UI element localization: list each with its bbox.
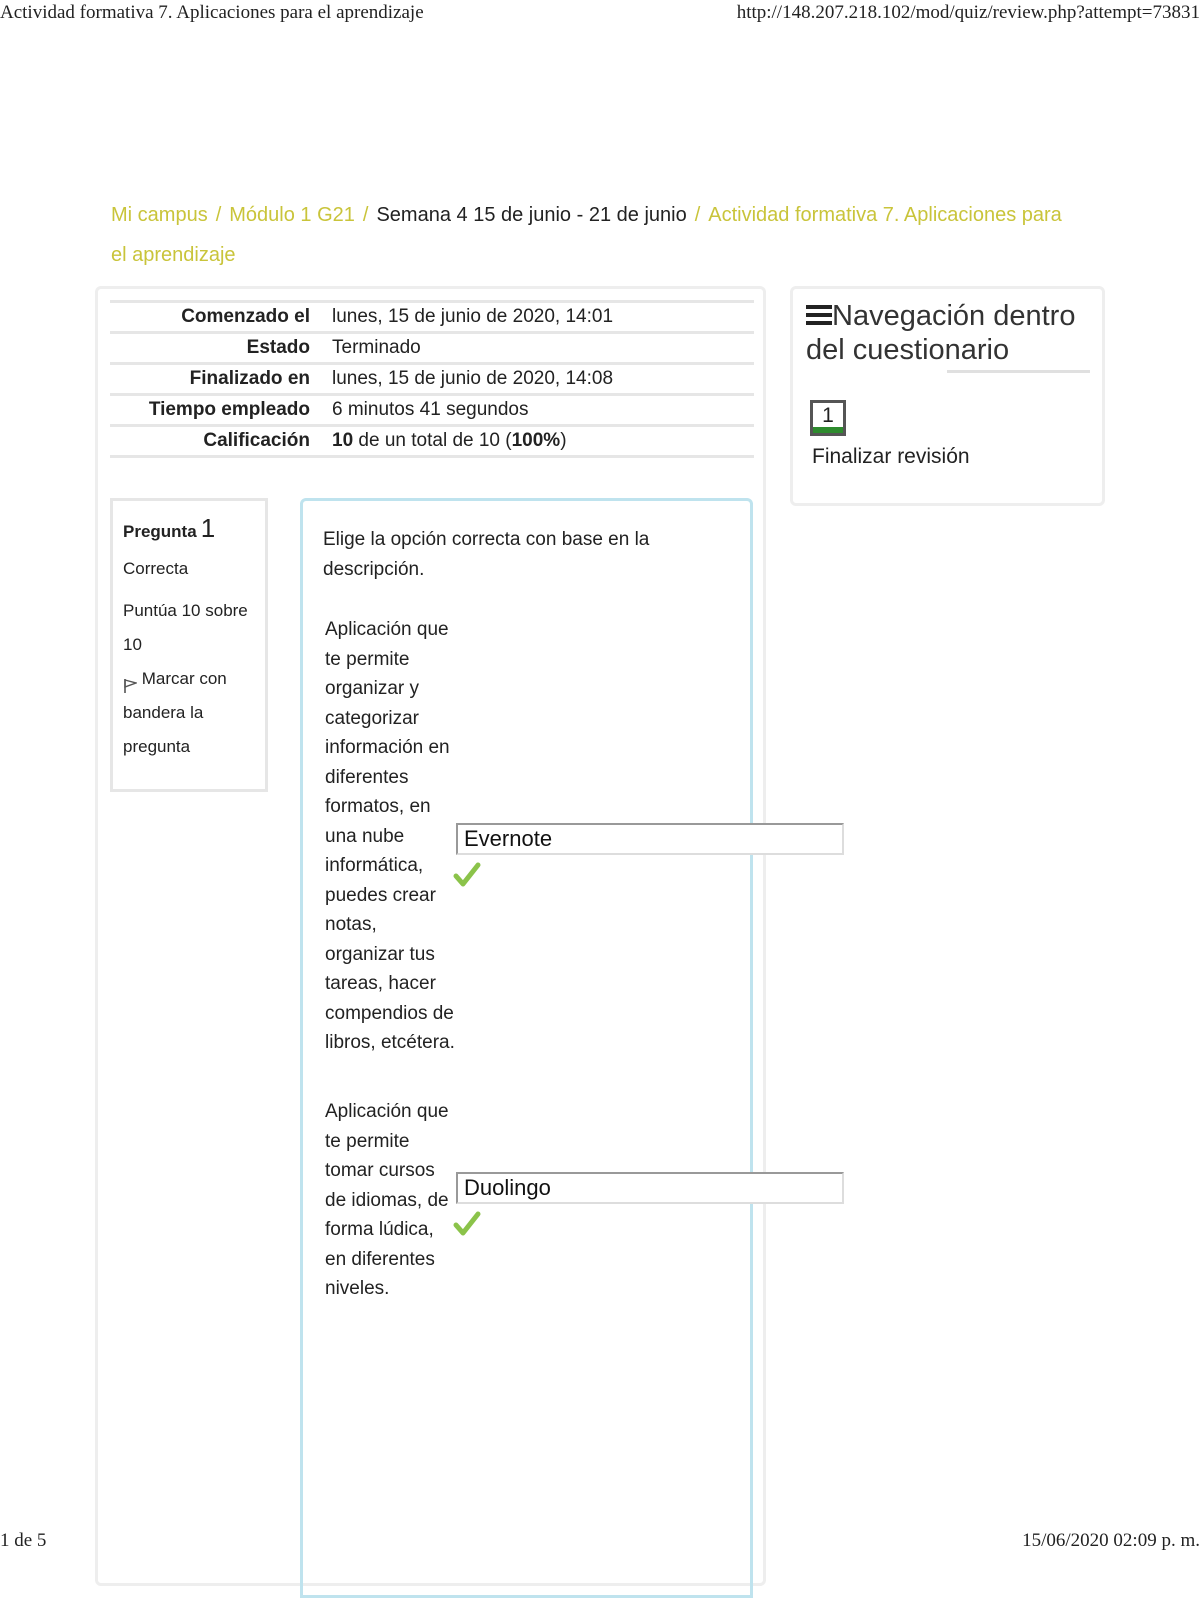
quiz-nav-question-button[interactable] <box>810 400 846 436</box>
summary-value: Terminado <box>324 333 754 364</box>
summary-row <box>110 333 754 364</box>
question-label: Pregunta <box>123 522 197 541</box>
flag-icon <box>123 672 137 688</box>
question-content <box>300 498 753 1598</box>
question-info <box>110 498 268 792</box>
print-title: Actividad formativa 7. Aplicaciones para el aprendizaje <box>0 2 424 23</box>
summary-label: Tiempo empleado <box>110 395 324 426</box>
breadcrumb-current-week: Semana 4 15 de junio - 21 de junio <box>376 204 687 226</box>
flag-question-label: Marcar con bandera la pregunta <box>123 669 227 756</box>
summary-row <box>110 364 754 395</box>
print-footer <box>0 1530 1200 1552</box>
breadcrumb-link-module[interactable]: Módulo 1 G21 <box>229 204 355 226</box>
question-grade: Puntúa 10 sobre 10 <box>123 601 248 654</box>
attempt-summary-table <box>110 300 754 458</box>
quiz-nav-question-number: 1 <box>822 404 834 427</box>
question-instruction: Elige la opción correcta con base en la descripción. <box>323 529 650 580</box>
grade-value <box>324 426 754 457</box>
title-divider <box>947 370 1090 373</box>
breadcrumb-link-activity[interactable]: Actividad formativa 7. Aplicaciones para el aprendizaje <box>111 204 1062 266</box>
match-prompt: Aplicación que te permite tomar cursos de idiomas, de forma lúdica, en diferentes niveles. <box>325 1101 449 1299</box>
breadcrumb-separator: / <box>694 204 701 226</box>
correct-indicator <box>813 427 843 433</box>
grade-mid: de un total de 10 ( <box>358 430 512 451</box>
print-url: http://148.207.218.102/mod/quiz/review.php?attempt=73831 <box>736 2 1200 23</box>
grade-percent: 100% <box>511 430 561 451</box>
summary-value: lunes, 15 de junio de 2020, 14:01 <box>324 302 754 333</box>
breadcrumb <box>111 195 1071 275</box>
flag-question-link[interactable] <box>123 662 255 764</box>
print-datetime: 15/06/2020 02:09 p. m. <box>1022 1530 1200 1551</box>
breadcrumb-separator: / <box>215 204 222 226</box>
print-page-number: 1 de 5 <box>0 1530 47 1551</box>
grade-score: 10 <box>332 430 354 451</box>
match-prompt: Aplicación que te permite organizar y categorizar información en diferentes formatos, en una nube informática, puedes crear notas, organizar tus tareas, hacer compendios de libros, etcétera. <box>325 619 455 1053</box>
match-answer-select[interactable]: Duolingo <box>456 1172 844 1204</box>
finish-review-link[interactable]: Finalizar revisión <box>812 445 970 468</box>
summary-label: Comenzado el <box>110 302 324 333</box>
grade-label: Calificación <box>110 426 324 457</box>
correct-check-icon <box>453 1210 481 1238</box>
match-answer-select[interactable]: Evernote <box>456 823 844 855</box>
summary-row <box>110 395 754 426</box>
summary-label: Finalizado en <box>110 364 324 395</box>
summary-row-grade <box>110 426 754 457</box>
summary-label: Estado <box>110 333 324 364</box>
question-number <box>123 513 255 544</box>
breadcrumb-link-campus[interactable]: Mi campus <box>111 204 208 226</box>
question-number-value: 1 <box>200 513 216 543</box>
summary-row <box>110 302 754 333</box>
summary-value: lunes, 15 de junio de 2020, 14:08 <box>324 364 754 395</box>
summary-value: 6 minutos 41 segundos <box>324 395 754 426</box>
correct-check-icon <box>453 861 481 889</box>
hamburger-menu-icon[interactable] <box>806 304 832 326</box>
breadcrumb-separator: / <box>362 204 369 226</box>
quiz-navigation-title <box>806 299 1096 367</box>
quiz-navigation-title-text: Navegación dentro del cuestionario <box>806 300 1076 366</box>
print-header <box>0 2 1200 24</box>
grade-end: ) <box>560 430 567 451</box>
question-state: Correcta <box>123 559 189 578</box>
